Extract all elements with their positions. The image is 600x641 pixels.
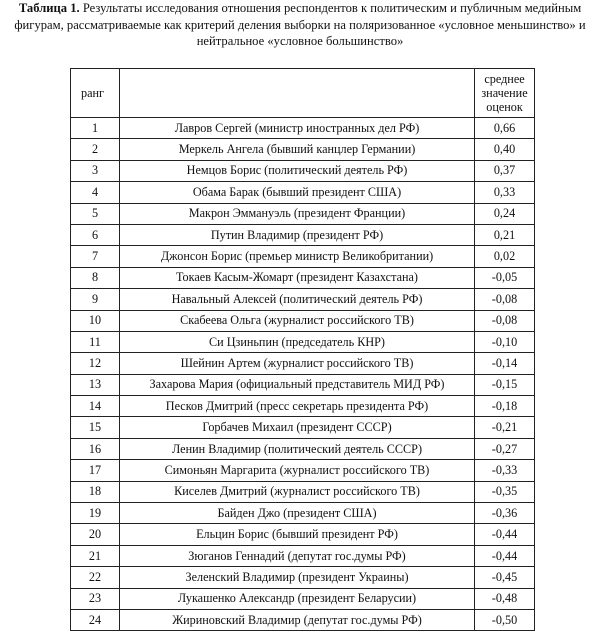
rank-cell: 12: [71, 353, 120, 374]
rank-cell: 14: [71, 396, 120, 417]
score-cell: -0,08: [475, 310, 535, 331]
rank-cell: 1: [71, 118, 120, 139]
score-cell: -0,08: [475, 289, 535, 310]
rank-cell: 9: [71, 289, 120, 310]
score-cell: -0,50: [475, 609, 535, 630]
table-row: [71, 289, 535, 310]
score-cell: -0,48: [475, 588, 535, 609]
figure-cell: Захарова Мария (официальный представитель МИД РФ): [120, 374, 475, 395]
table-row: [71, 374, 535, 395]
score-cell: -0,27: [475, 438, 535, 459]
table-row: [71, 438, 535, 459]
score-cell: 0,37: [475, 160, 535, 181]
score-cell: 0,66: [475, 118, 535, 139]
table-row: [71, 139, 535, 160]
figure-cell: Зеленский Владимир (президент Украины): [120, 567, 475, 588]
rank-cell: 7: [71, 246, 120, 267]
table-caption: [0, 0, 600, 50]
figure-cell: Песков Дмитрий (пресс секретарь президента РФ): [120, 396, 475, 417]
figure-cell: Немцов Борис (политический деятель РФ): [120, 160, 475, 181]
score-cell: 0,24: [475, 203, 535, 224]
header-score-line-3: оценок: [486, 100, 523, 114]
figure-cell: Зюганов Геннадий (депутат гос.думы РФ): [120, 545, 475, 566]
table-row: [71, 353, 535, 374]
caption-label: Таблица 1.: [18, 1, 80, 15]
header-figure: [120, 69, 475, 118]
figure-cell: Путин Владимир (президент РФ): [120, 224, 475, 245]
figure-cell: Обама Барак (бывший президент США): [120, 182, 475, 203]
table-row: [71, 567, 535, 588]
score-cell: -0,35: [475, 481, 535, 502]
score-cell: -0,10: [475, 331, 535, 352]
score-cell: -0,44: [475, 524, 535, 545]
figure-cell: Макрон Эммануэль (президент Франции): [120, 203, 475, 224]
rank-cell: 22: [71, 567, 120, 588]
table-body: [71, 118, 535, 631]
score-cell: -0,33: [475, 460, 535, 481]
figure-cell: Си Цзиньпин (председатель КНР): [120, 331, 475, 352]
table-header-row: [71, 69, 535, 118]
table-row: [71, 160, 535, 181]
table-row: [71, 224, 535, 245]
figure-cell: Лавров Сергей (министр иностранных дел РФ): [120, 118, 475, 139]
table-row: [71, 545, 535, 566]
rank-cell: 6: [71, 224, 120, 245]
table-row: [71, 460, 535, 481]
table-row: [71, 396, 535, 417]
rank-cell: 23: [71, 588, 120, 609]
figure-cell: Скабеева Ольга (журналист российского ТВ): [120, 310, 475, 331]
score-cell: 0,21: [475, 224, 535, 245]
rank-cell: 13: [71, 374, 120, 395]
score-cell: -0,45: [475, 567, 535, 588]
score-cell: -0,18: [475, 396, 535, 417]
figure-cell: Лукашенко Александр (президент Беларусии): [120, 588, 475, 609]
table-row: [71, 588, 535, 609]
rank-cell: 21: [71, 545, 120, 566]
ranking-table: [70, 68, 535, 631]
rank-cell: 11: [71, 331, 120, 352]
header-score-line-1: среднее: [484, 72, 525, 86]
table-row: [71, 503, 535, 524]
figure-cell: Ленин Владимир (политический деятель СССР): [120, 438, 475, 459]
table-row: [71, 609, 535, 630]
rank-cell: 20: [71, 524, 120, 545]
figure-cell: Джонсон Борис (премьер министр Великобритании): [120, 246, 475, 267]
figure-cell: Киселев Дмитрий (журналист российского ТВ): [120, 481, 475, 502]
figure-cell: Ельцин Борис (бывший президент РФ): [120, 524, 475, 545]
rank-cell: 19: [71, 503, 120, 524]
figure-cell: Горбачев Михаил (президент СССР): [120, 417, 475, 438]
score-cell: 0,40: [475, 139, 535, 160]
score-cell: -0,05: [475, 267, 535, 288]
rank-cell: 5: [71, 203, 120, 224]
rank-cell: 8: [71, 267, 120, 288]
figure-cell: Шейнин Артем (журналист российского ТВ): [120, 353, 475, 374]
figure-cell: Навальный Алексей (политический деятель РФ): [120, 289, 475, 310]
table-row: [71, 310, 535, 331]
caption-line-2: фигурам, рассматриваемые как критерий деления выборки на поляризованное «условное меньшинство» и: [14, 17, 586, 32]
caption-line-1: [0, 0, 600, 17]
rank-cell: 24: [71, 609, 120, 630]
rank-cell: 15: [71, 417, 120, 438]
table-row: [71, 246, 535, 267]
table-row: [71, 118, 535, 139]
rank-cell: 10: [71, 310, 120, 331]
score-cell: -0,36: [475, 503, 535, 524]
score-cell: -0,44: [475, 545, 535, 566]
score-cell: 0,33: [475, 182, 535, 203]
caption-line-3: нейтральное «условное большинство»: [196, 34, 404, 48]
figure-cell: Симоньян Маргарита (журналист российского ТВ): [120, 460, 475, 481]
header-score: [475, 69, 535, 118]
figure-cell: Байден Джо (президент США): [120, 503, 475, 524]
rank-cell: 17: [71, 460, 120, 481]
rank-cell: 2: [71, 139, 120, 160]
score-cell: -0,21: [475, 417, 535, 438]
table-row: [71, 524, 535, 545]
rank-cell: 3: [71, 160, 120, 181]
table-row: [71, 331, 535, 352]
figure-cell: Жириновский Владимир (депутат гос.думы РФ): [120, 609, 475, 630]
score-cell: 0,02: [475, 246, 535, 267]
table-row: [71, 182, 535, 203]
table-row: [71, 481, 535, 502]
table-row: [71, 267, 535, 288]
header-rank: ранг: [71, 69, 120, 118]
caption-text-1: Результаты исследования отношения респондентов к политическим и публичным медийным: [79, 1, 582, 15]
rank-cell: 16: [71, 438, 120, 459]
table-row: [71, 203, 535, 224]
figure-cell: Меркель Ангела (бывший канцлер Германии): [120, 139, 475, 160]
rank-cell: 18: [71, 481, 120, 502]
rank-cell: 4: [71, 182, 120, 203]
header-score-line-2: значение: [481, 86, 528, 100]
score-cell: -0,15: [475, 374, 535, 395]
figure-cell: Токаев Касым-Жомарт (президент Казахстана): [120, 267, 475, 288]
table-row: [71, 417, 535, 438]
score-cell: -0,14: [475, 353, 535, 374]
